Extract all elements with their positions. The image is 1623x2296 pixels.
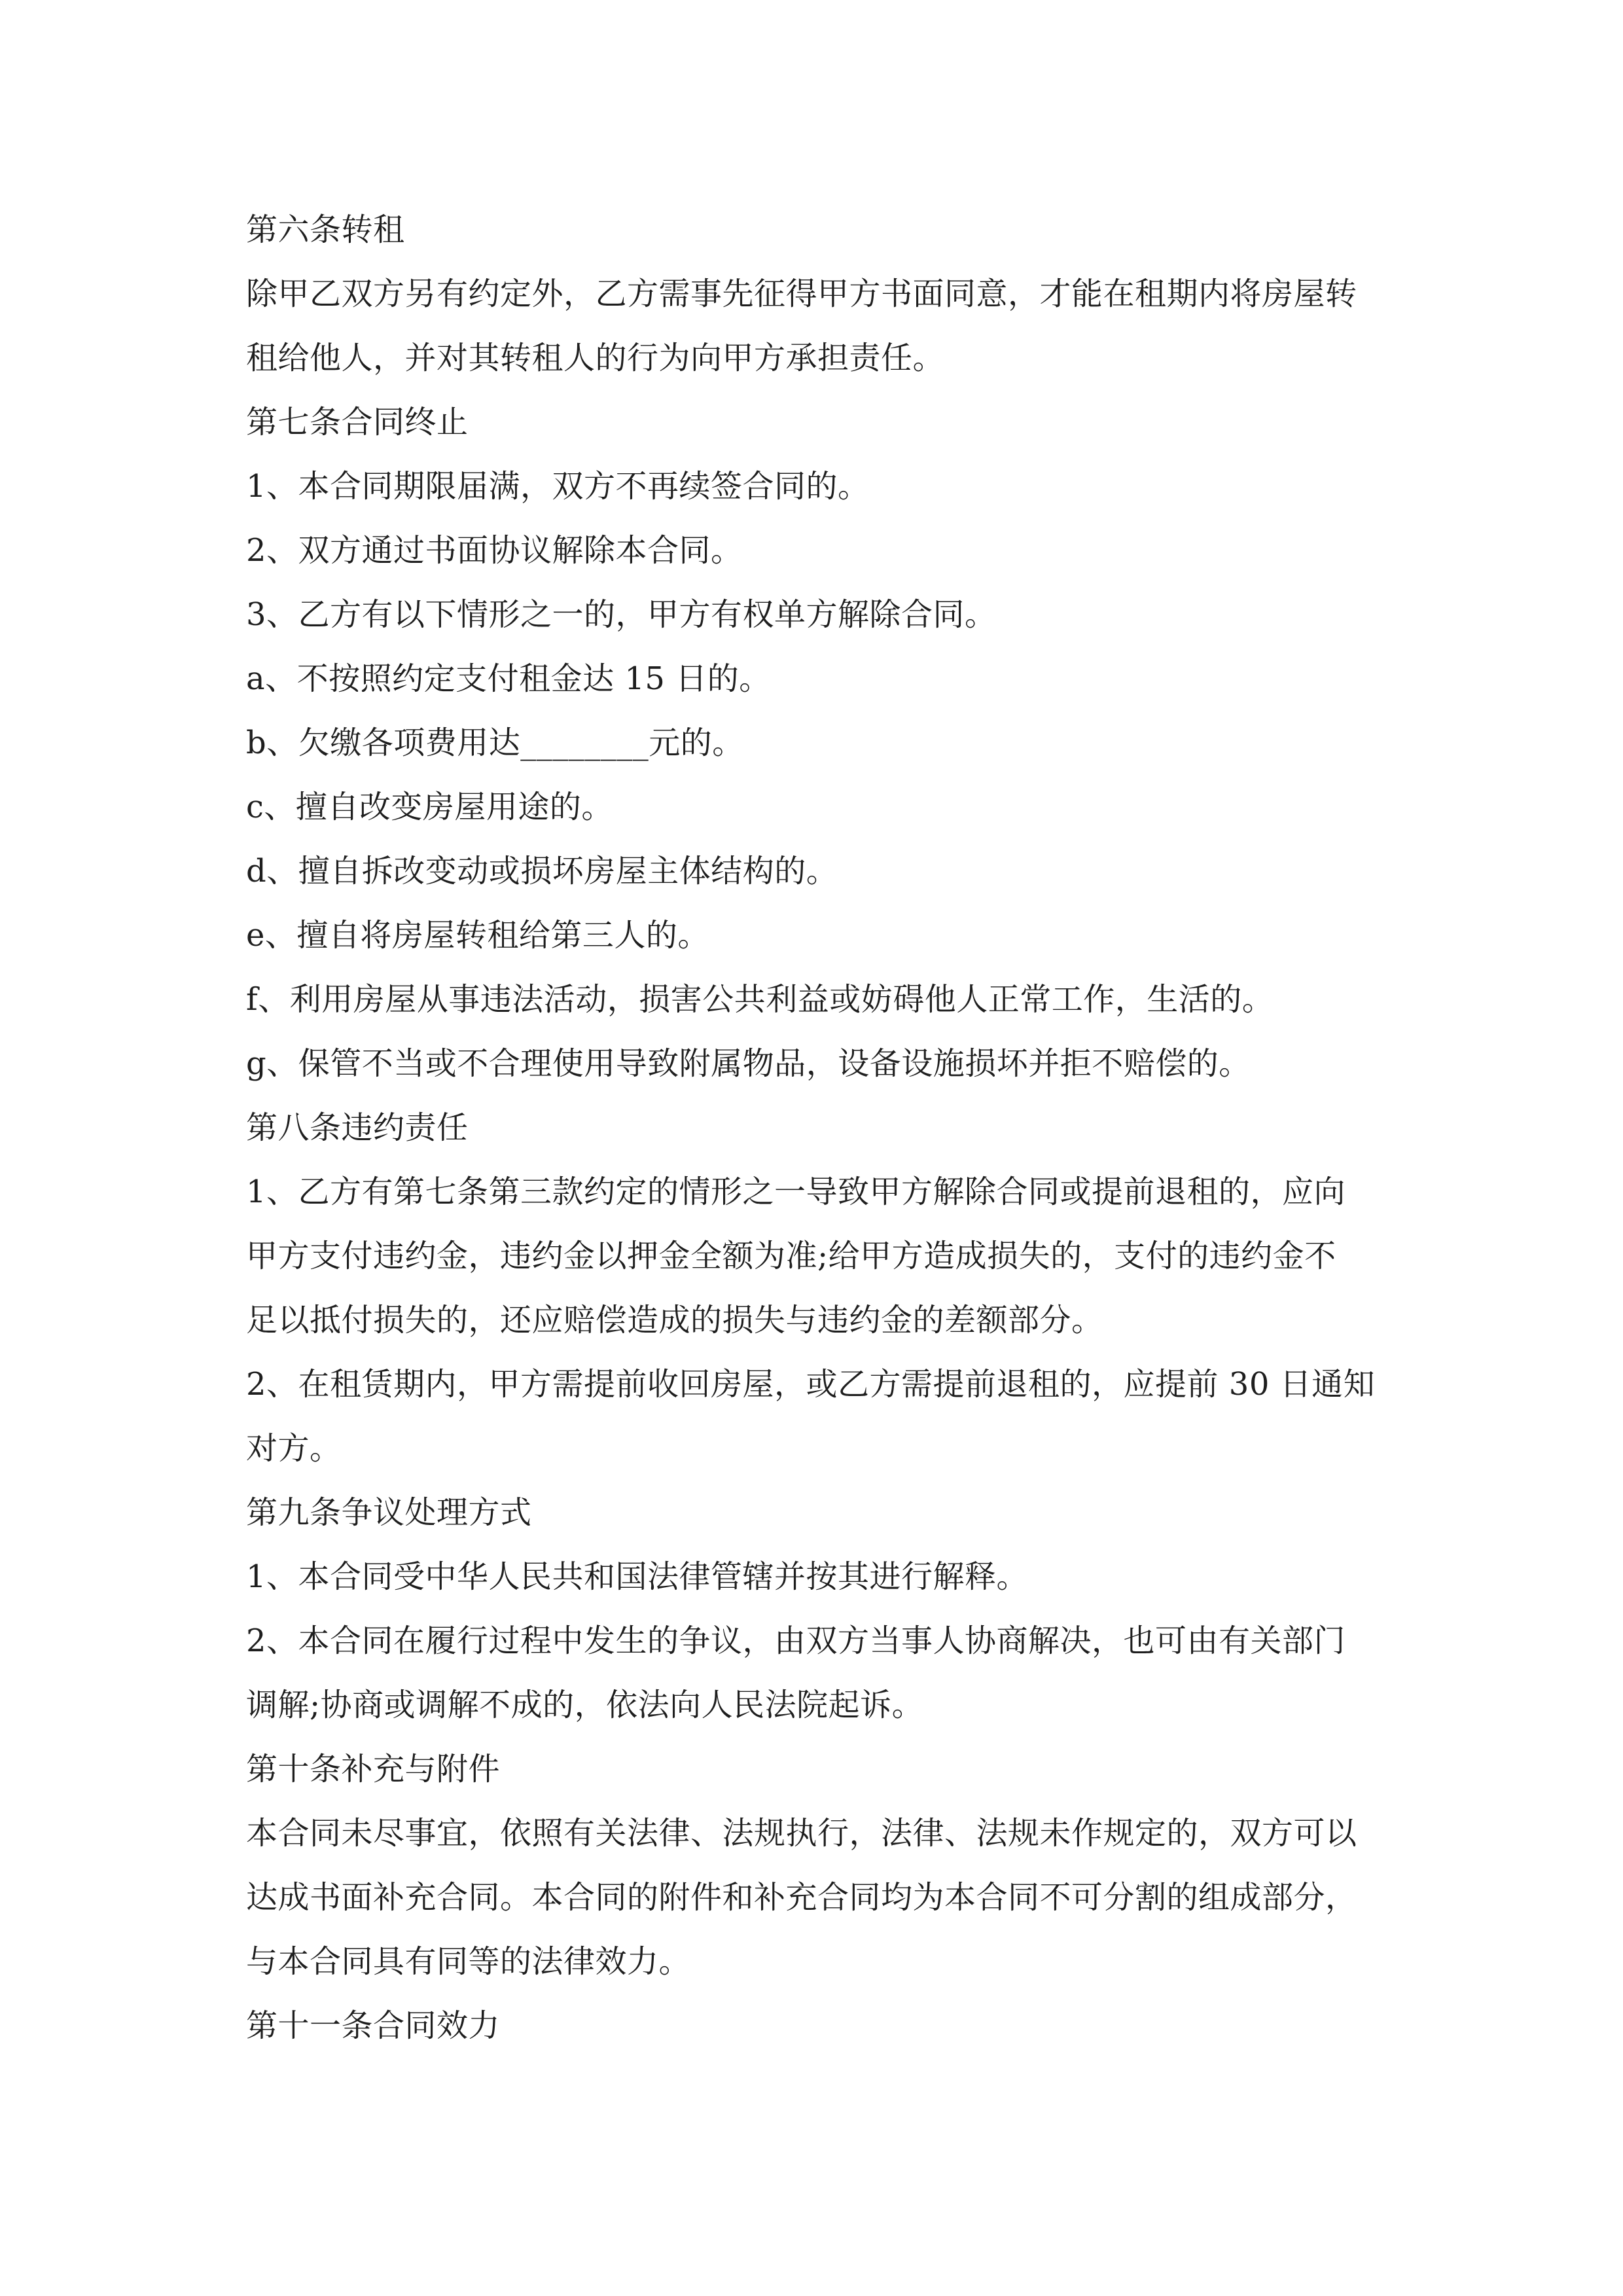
list-item: b、欠缴各项费用达________元的。	[246, 725, 744, 761]
list-item: d、擅自拆改变动或损坏房屋主体结构的。	[246, 853, 838, 889]
paragraph-line: 除甲乙双方另有约定外，乙方需事先征得甲方书面同意，才能在租期内将房屋转	[246, 276, 1357, 312]
paragraph-line: 甲方支付违约金，违约金以押金全额为准;给甲方造成损失的，支付的违约金不	[246, 1238, 1336, 1274]
list-item: a、不按照约定支付租金达 15 日的。	[246, 660, 771, 697]
section-heading-dispute: 第九条争议处理方式	[246, 1494, 532, 1531]
section-heading-validity: 第十一条合同效力	[246, 2007, 501, 2044]
paragraph-line: 达成书面补充合同。本合同的附件和补充合同均为本合同不可分割的组成部分，	[246, 1879, 1357, 1916]
list-item: 1、本合同期限届满，双方不再续签合同的。	[246, 468, 870, 505]
paragraph-line: 租给他人，并对其转租人的行为向甲方承担责任。	[246, 340, 945, 376]
section-heading-termination: 第七条合同终止	[246, 404, 469, 440]
paragraph-line: 足以抵付损失的，还应赔偿造成的损失与违约金的差额部分。	[246, 1302, 1103, 1338]
section-heading-supplement: 第十条补充与附件	[246, 1751, 501, 1787]
paragraph-line: 调解;协商或调解不成的，依法向人民法院起诉。	[246, 1687, 924, 1723]
list-item: f、利用房屋从事违法活动，损害公共利益或妨碍他人正常工作，生活的。	[246, 981, 1274, 1018]
paragraph-line: 与本合同具有同等的法律效力。	[246, 1943, 691, 1980]
paragraph-line: 1、本合同受中华人民共和国法律管辖并按其进行解释。	[246, 1558, 1029, 1595]
section-heading-sublease: 第六条转租	[246, 211, 405, 248]
paragraph-line: 对方。	[246, 1430, 342, 1467]
list-item: 2、双方通过书面协议解除本合同。	[246, 532, 743, 569]
document-body	[246, 198, 1398, 2058]
section-heading-liability: 第八条违约责任	[246, 1109, 469, 1146]
list-item: g、保管不当或不合理使用导致附属物品，设备设施损坏并拒不赔偿的。	[246, 1045, 1251, 1082]
paragraph-line: 2、在租赁期内，甲方需提前收回房屋，或乙方需提前退租的，应提前 30 日通知	[246, 1366, 1376, 1403]
paragraph-line: 2、本合同在履行过程中发生的争议，由双方当事人协商解决，也可由有关部门	[246, 1623, 1346, 1659]
paragraph-line: 本合同未尽事宜，依照有关法律、法规执行，法律、法规未作规定的，双方可以	[246, 1815, 1357, 1852]
paragraph-line: 1、乙方有第七条第三款约定的情形之一导致甲方解除合同或提前退租的，应向	[246, 1174, 1346, 1210]
list-item: 3、乙方有以下情形之一的，甲方有权单方解除合同。	[246, 596, 997, 633]
list-item: c、擅自改变房屋用途的。	[246, 789, 613, 825]
list-item: e、擅自将房屋转租给第三人的。	[246, 917, 709, 954]
